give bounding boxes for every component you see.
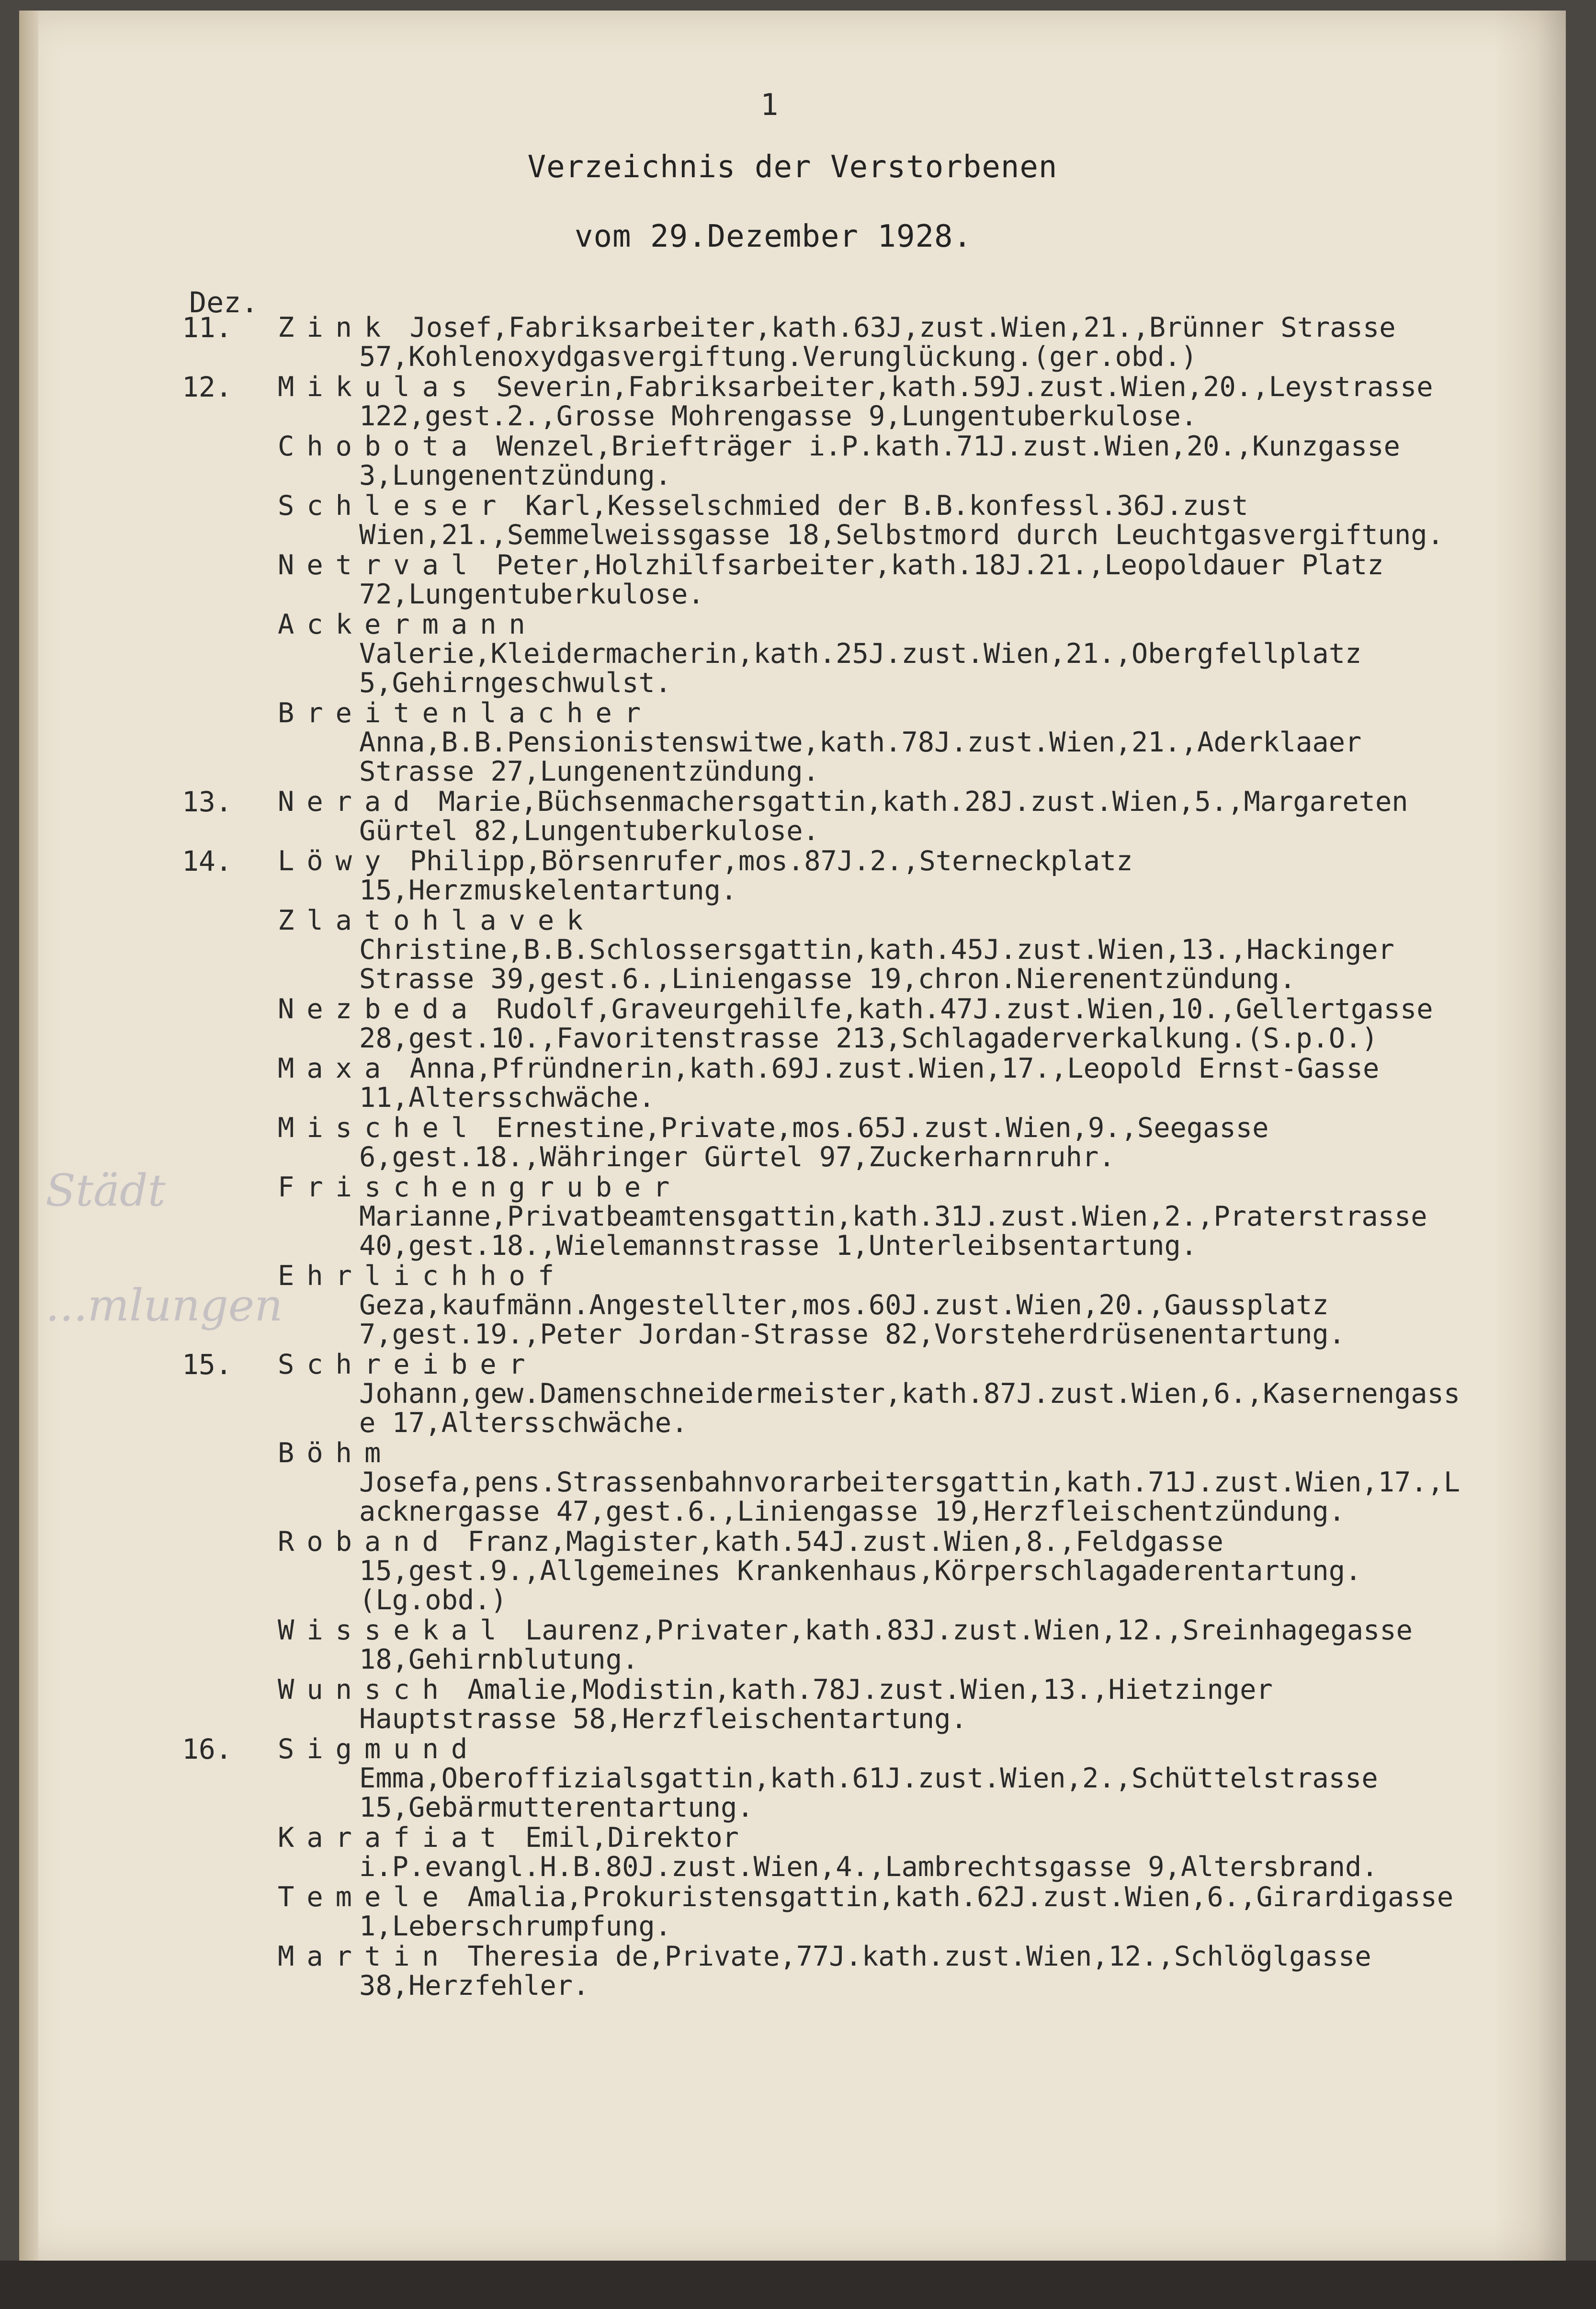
scan-background [0,2261,1596,2309]
entry-surname: Böhm [278,1437,394,1469]
document-date: vom 29.Dezember 1928. [574,219,973,254]
page-edge-shadow [1494,11,1566,2262]
register-entry [168,1173,1470,1261]
entry-details: Marianne,Privatbeamtensgattin,kath.31J.zust.Wien,2.,Praterstrasse 40,gest.18.,Wielemannstrasse 1,Unterleibsentartung. [359,1201,1427,1262]
entry-body [278,313,1470,372]
entry-day: 12. [182,371,232,403]
register-entry [168,699,1470,786]
register-entry [168,491,1470,550]
register-entry [168,551,1470,609]
entry-body [278,491,1470,550]
register-entry [168,1114,1470,1172]
binding-strip [19,11,38,2262]
document-title: Verzeichnis der Verstorbenen [527,149,1058,185]
margin-handwriting: Städt [45,1165,166,1216]
register-entry [168,313,1470,372]
entry-surname: Netrval [278,549,480,581]
entry-body [278,1616,1470,1674]
entry-body [278,1942,1470,2001]
register-entry [168,1350,1470,1438]
entry-day: 11. [182,311,232,344]
entry-surname: Breitenlacher [278,697,654,729]
entry-surname: Karafiat [278,1822,509,1854]
entry-body [278,1173,1470,1261]
entry-details: Theresia de,Private,77J.kath.zust.Wien,12.,Schlöglgasse 38,Herzfehler. [359,1941,1371,2002]
entry-body [278,373,1470,431]
entry-surname: Wunsch [278,1674,451,1706]
entry-day: 13. [182,785,232,818]
entry-body [278,1735,1470,1822]
entry-body [278,1439,1470,1526]
entry-details: Johann,gew.Damenschneidermeister,kath.87J.zust.Wien,6.,Kasernengasse 17,Altersschwäche. [359,1378,1460,1439]
entry-body [278,1527,1470,1615]
entry-details: Emil,Direktor i.P.evangl.H.B.80J.zust.Wien,4.,Lambrechtsgasse 9,Altersbrand. [359,1822,1378,1883]
entry-details: Marie,Büchsenmachersgattin,kath.28J.zust.Wien,5.,Margareten Gürtel 82,Lungentuberkulose. [359,786,1408,847]
entry-details: Wenzel,Briefträger i.P.kath.71J.zust.Wien,20.,Kunzgasse 3,Lungenentzündung. [359,431,1400,491]
entry-body [278,787,1470,846]
entry-surname: Nerad [278,786,422,818]
entry-body [278,1054,1470,1113]
entry-day: 16. [182,1733,232,1765]
entry-details: Franz,Magister,kath.54J.zust.Wien,8.,Feldgasse 15,gest.9.,Allgemeines Krankenhaus,Körperschlagaderentartung.(Lg.obd.) [359,1526,1362,1616]
register-entry [168,995,1470,1053]
entry-details: Emma,Oberoffizialsgattin,kath.61J.zust.Wien,2.,Schüttelstrasse 15,Gebärmutterentartung. [359,1763,1378,1823]
register-entry [168,1527,1470,1615]
register-entry [168,1616,1470,1674]
register-entry [168,1735,1470,1822]
entry-surname: Mikulas [278,371,480,403]
entry-details: Ernestine,Private,mos.65J.zust.Wien,9.,Seegasse 6,gest.18.,Währinger Gürtel 97,Zuckerharnruhr. [359,1112,1269,1173]
entry-surname: Schleser [278,490,509,522]
entry-body [278,906,1470,994]
register-entry [168,1942,1470,2001]
entry-surname: Temele [278,1881,451,1913]
register-entry [168,1675,1470,1734]
entry-body [278,1823,1470,1882]
entry-details: Amalie,Modistin,kath.78J.zust.Wien,13.,Hietzinger Hauptstrasse 58,Herzfleischentartung. [359,1674,1273,1735]
entry-day: 14. [182,845,232,877]
entry-surname: Frischengruber [278,1172,682,1203]
register-entry [168,787,1470,846]
entry-body [278,995,1470,1053]
register-entry [168,1262,1470,1349]
entry-surname: Zink [278,312,394,343]
entry-body [278,699,1470,786]
page-number: 1 [760,87,779,122]
entry-details: Josefa,pens.Strassenbahnvorarbeitersgattin,kath.71J.zust.Wien,17.,Lacknergasse 47,gest.6.,Liniengasse 19,Herzfleischentzündung. [359,1467,1460,1527]
entry-surname: Nezbeda [278,993,480,1025]
entry-details: Christine,B.B.Schlossersgattin,kath.45J.zust.Wien,13.,Hackinger Strasse 39,gest.6.,Liniengasse 19,chron.Nierenentzündung. [359,934,1394,995]
entry-details: Valerie,Kleidermacherin,kath.25J.zust.Wien,21.,Obergfellplatz 5,Gehirngeschwulst. [359,638,1362,699]
entry-surname: Schreiber [278,1349,538,1380]
entry-details: Geza,kaufmänn.Angestellter,mos.60J.zust.Wien,20.,Gaussplatz 7,gest.19.,Peter Jordan-Strasse 82,Vorsteherdrüsenentartung. [359,1289,1346,1350]
entry-surname: Maxa [278,1053,394,1084]
entry-body [278,847,1470,905]
entry-details: Amalia,Prokuristensgattin,kath.62J.zust.Wien,6.,Girardigasse 1,Leberschrumpfung. [359,1881,1454,1942]
register-entry [168,1883,1470,1941]
entry-surname: Martin [278,1941,451,1972]
register-entry [168,847,1470,905]
entry-body [278,610,1470,698]
entry-surname: Ehrlichhof [278,1260,567,1292]
entry-body [278,1350,1470,1438]
death-register-list [168,313,1470,2002]
entry-surname: Roband [278,1526,451,1558]
entry-body [278,1114,1470,1172]
register-entry [168,906,1470,994]
entry-surname: Chobota [278,431,480,462]
entry-details: Laurenz,Privater,kath.83J.zust.Wien,12.,Sreinhagegasse 18,Gehirnblutung. [359,1615,1413,1675]
entry-surname: Mischel [278,1112,480,1144]
entry-body [278,1262,1470,1349]
entry-body [278,1883,1470,1941]
entry-details: Anna,B.B.Pensionistenswitwe,kath.78J.zust.Wien,21.,Aderklaaer Strasse 27,Lungenentzündung. [359,727,1362,787]
entry-day: 15. [182,1348,232,1381]
entry-body [278,432,1470,490]
margin-handwriting: ...mlungen [45,1280,283,1331]
entry-surname: Wissekal [278,1615,509,1646]
entry-details: Rudolf,Graveurgehilfe,kath.47J.zust.Wien,10.,Gellertgasse 28,gest.10.,Favoritenstrasse 213,Schlagaderverkalkung.(S.p.O.) [359,993,1433,1054]
entry-details: Peter,Holzhilfsarbeiter,kath.18J.21.,Leopoldauer Platz 72,Lungentuberkulose. [359,549,1384,610]
month-heading: Dez. [189,286,259,319]
entry-details: Josef,Fabriksarbeiter,kath.63J,zust.Wien,21.,Brünner Strasse 57,Kohlenoxydgasvergiftung.Verunglückung.(ger.obd.) [359,312,1396,373]
entry-details: Anna,Pfründnerin,kath.69J.zust.Wien,17.,Leopold Ernst-Gasse 11,Altersschwäche. [359,1053,1380,1114]
register-entry [168,610,1470,698]
register-entry [168,1054,1470,1113]
register-entry [168,1823,1470,1882]
register-entry [168,373,1470,431]
document-page [19,11,1566,2262]
entry-details: Philipp,Börsenrufer,mos.87J.2.,Sterneckplatz 15,Herzmuskelentartung. [359,845,1133,906]
register-entry [168,432,1470,490]
entry-details: Severin,Fabriksarbeiter,kath.59J.zust.Wien,20.,Leystrasse 122,gest.2.,Grosse Mohrengasse 9,Lungentuberkulose. [359,371,1433,432]
entry-body [278,1675,1470,1734]
entry-surname: Ackermann [278,609,538,640]
entry-surname: Zlatohlavek [278,905,596,936]
entry-details: Karl,Kesselschmied der B.B.konfessl.36J.zust Wien,21.,Semmelweissgasse 18,Selbstmord durch Leuchtgasvergiftung. [359,490,1444,551]
register-entry [168,1439,1470,1526]
entry-body [278,551,1470,609]
entry-surname: Löwy [278,845,394,877]
entry-surname: Sigmund [278,1733,480,1765]
